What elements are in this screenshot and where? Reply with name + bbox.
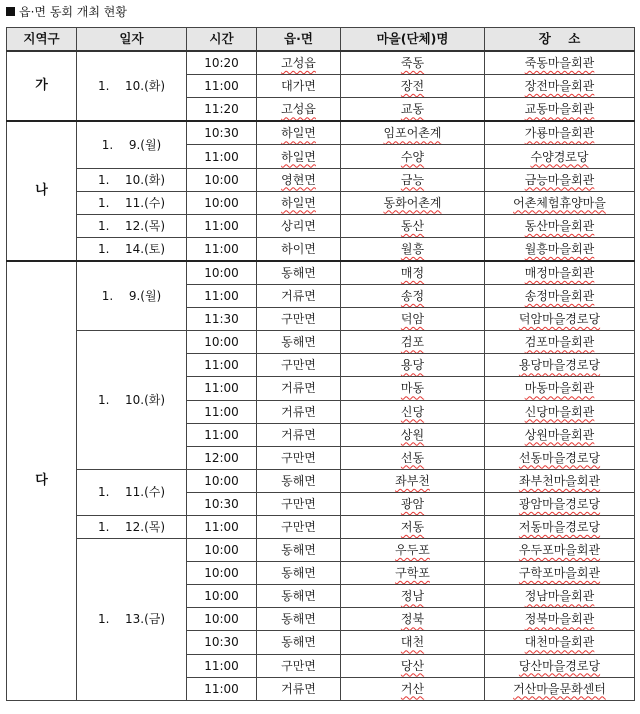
date-cell: 1. 11.(수): [77, 469, 187, 515]
time-cell-text: 11:00: [204, 289, 239, 304]
town-cell-text: 거류면: [281, 404, 316, 419]
village-cell-text: 덕암: [400, 312, 425, 327]
place-cell-text: 거산마을문화센터: [513, 681, 606, 696]
village-cell: [341, 214, 485, 237]
place-cell-text: 동산마을회관: [524, 218, 595, 233]
time-cell: [187, 654, 257, 677]
place-cell-text: 당산마을경로당: [518, 658, 601, 673]
place-cell-text: 좌부천마을회관: [518, 473, 601, 488]
village-cell-text: 검포: [400, 335, 425, 350]
region-cell: 다: [7, 261, 77, 700]
header-time: 시간: [187, 28, 257, 52]
place-cell: [485, 145, 635, 168]
table-row: [7, 237, 635, 261]
table-row: [7, 515, 635, 538]
village-cell-text: 구학포: [395, 566, 430, 581]
meeting-schedule-table: [6, 27, 635, 701]
table-row: [7, 331, 635, 354]
town-cell: [257, 354, 341, 377]
village-cell: [341, 331, 485, 354]
place-cell: [485, 515, 635, 538]
village-cell: [341, 446, 485, 469]
place-cell: [485, 308, 635, 331]
place-cell: [485, 191, 635, 214]
village-cell: [341, 515, 485, 538]
table-row: [7, 121, 635, 145]
time-cell-text: 11:00: [204, 149, 239, 164]
header-town: 읍·면: [257, 28, 341, 52]
time-cell-text: 11:00: [204, 427, 239, 442]
time-cell: [187, 539, 257, 562]
town-cell: [257, 585, 341, 608]
time-cell: [187, 377, 257, 400]
town-cell: [257, 75, 341, 98]
place-cell-text: 마동마을회관: [524, 381, 595, 396]
town-cell-text: 거류면: [281, 427, 316, 442]
town-cell: [257, 469, 341, 492]
place-cell: [485, 121, 635, 145]
town-cell: [257, 214, 341, 237]
village-cell: [341, 237, 485, 261]
time-cell: [187, 308, 257, 331]
time-cell-text: 11:30: [204, 312, 239, 327]
town-cell-text: 상리면: [281, 218, 316, 233]
town-cell-text: 거류면: [281, 681, 316, 696]
time-cell-text: 10:00: [204, 473, 239, 488]
date-cell: 1. 12.(목): [77, 214, 187, 237]
town-cell-text: 구만면: [281, 450, 316, 465]
header-place: 장 소: [485, 28, 635, 52]
town-cell-text: 고성읍: [281, 102, 316, 117]
village-cell: [341, 585, 485, 608]
time-cell-text: 11:00: [204, 658, 239, 673]
village-cell-text: 당산: [400, 658, 425, 673]
date-cell: 1. 11.(수): [77, 191, 187, 214]
place-cell-text: 정남마을회관: [524, 589, 595, 604]
village-cell-text: 정남: [400, 589, 425, 604]
time-cell-text: 11:00: [204, 79, 239, 94]
time-cell-text: 10:30: [204, 496, 239, 511]
village-cell: [341, 631, 485, 654]
village-cell: [341, 75, 485, 98]
town-cell-text: 동해면: [281, 635, 316, 650]
village-cell-text: 상원: [400, 427, 425, 442]
place-cell-text: 정북마을회관: [524, 612, 595, 627]
time-cell: [187, 354, 257, 377]
place-cell-text: 검포마을회관: [524, 335, 595, 350]
time-cell: [187, 400, 257, 423]
page-title: [6, 3, 127, 21]
village-cell-text: 좌부천: [395, 473, 430, 488]
place-cell: [485, 446, 635, 469]
time-cell: [187, 631, 257, 654]
time-cell: [187, 285, 257, 308]
table-row: [7, 469, 635, 492]
village-cell: [341, 145, 485, 168]
town-cell-text: 구만면: [281, 496, 316, 511]
village-cell: [341, 377, 485, 400]
village-cell-text: 수양: [400, 149, 425, 164]
time-cell-text: 11:00: [204, 520, 239, 535]
time-cell: [187, 237, 257, 261]
time-cell: [187, 562, 257, 585]
town-cell: [257, 51, 341, 75]
place-cell: [485, 214, 635, 237]
town-cell-text: 하이면: [281, 241, 316, 256]
town-cell: [257, 446, 341, 469]
time-cell-text: 10:00: [204, 543, 239, 558]
town-cell: [257, 308, 341, 331]
region-cell: 가: [7, 51, 77, 121]
time-cell: [187, 469, 257, 492]
place-cell: [485, 168, 635, 191]
time-cell: [187, 446, 257, 469]
date-cell: 1. 10.(화): [77, 331, 187, 470]
time-cell: [187, 191, 257, 214]
time-cell: [187, 121, 257, 145]
village-cell-text: 장전: [400, 79, 425, 94]
time-cell-text: 12:00: [204, 450, 239, 465]
village-cell: [341, 492, 485, 515]
time-cell-text: 10:30: [204, 126, 239, 141]
place-cell-text: 광암마을경로당: [518, 496, 601, 511]
place-cell: [485, 354, 635, 377]
header-village: 마을(단체)명: [341, 28, 485, 52]
town-cell: [257, 539, 341, 562]
place-cell-text: 교동마을회관: [524, 102, 595, 117]
town-cell-text: 하일면: [281, 149, 316, 164]
place-cell: [485, 377, 635, 400]
town-cell: [257, 191, 341, 214]
town-cell: [257, 145, 341, 168]
town-cell-text: 거류면: [281, 381, 316, 396]
place-cell-text: 장전마을회관: [524, 79, 595, 94]
date-cell: 1. 12.(목): [77, 515, 187, 538]
place-cell: [485, 400, 635, 423]
time-cell: [187, 168, 257, 191]
town-cell-text: 대가면: [281, 79, 316, 94]
place-cell-text: 상원마을회관: [524, 427, 595, 442]
town-cell: [257, 654, 341, 677]
town-cell-text: 구만면: [281, 658, 316, 673]
village-cell: [341, 539, 485, 562]
town-cell-text: 동해면: [281, 566, 316, 581]
town-cell: [257, 285, 341, 308]
time-cell-text: 11:00: [204, 381, 239, 396]
town-cell-text: 구만면: [281, 358, 316, 373]
place-cell: [485, 585, 635, 608]
town-cell-text: 구만면: [281, 312, 316, 327]
village-cell: [341, 423, 485, 446]
village-cell: [341, 308, 485, 331]
town-cell-text: 하일면: [281, 195, 316, 210]
town-cell: [257, 515, 341, 538]
village-cell: [341, 98, 485, 122]
date-cell: 1. 14.(토): [77, 237, 187, 261]
town-cell: [257, 331, 341, 354]
village-cell: [341, 400, 485, 423]
town-cell: [257, 168, 341, 191]
time-cell-text: 10:00: [204, 566, 239, 581]
place-cell: [485, 51, 635, 75]
place-cell: [485, 331, 635, 354]
time-cell: [187, 492, 257, 515]
town-cell: [257, 608, 341, 631]
village-cell: [341, 354, 485, 377]
village-cell-text: 월흥: [400, 241, 425, 256]
village-cell-text: 저동: [400, 520, 425, 535]
town-cell-text: 구만면: [281, 520, 316, 535]
time-cell-text: 10:00: [204, 172, 239, 187]
place-cell: [485, 492, 635, 515]
time-cell-text: 11:00: [204, 241, 239, 256]
place-cell-text: 우두포마을회관: [518, 543, 601, 558]
time-cell-text: 10:20: [204, 56, 239, 71]
date-cell: 1. 9.(월): [77, 261, 187, 331]
date-cell: 1. 9.(월): [77, 121, 187, 168]
table-row: [7, 214, 635, 237]
table-row: [7, 168, 635, 191]
place-cell: [485, 285, 635, 308]
place-cell-text: 송정마을회관: [524, 289, 595, 304]
town-cell-text: 동해면: [281, 473, 316, 488]
time-cell-text: 10:00: [204, 195, 239, 210]
place-cell: [485, 423, 635, 446]
town-cell: [257, 677, 341, 700]
time-cell: [187, 98, 257, 122]
time-cell: [187, 145, 257, 168]
place-cell-text: 월흥마을회관: [524, 241, 595, 256]
village-cell-text: 금능: [400, 172, 425, 187]
village-cell: [341, 121, 485, 145]
time-cell: [187, 423, 257, 446]
place-cell: [485, 237, 635, 261]
time-cell-text: 10:30: [204, 635, 239, 650]
village-cell-text: 거산: [400, 681, 425, 696]
place-cell: [485, 677, 635, 700]
town-cell: [257, 121, 341, 145]
town-cell-text: 고성읍: [281, 56, 316, 71]
time-cell-text: 10:00: [204, 612, 239, 627]
town-cell-text: 동해면: [281, 335, 316, 350]
time-cell: [187, 585, 257, 608]
place-cell-text: 저동마을경로당: [518, 520, 601, 535]
place-cell-text: 가룡마을회관: [524, 126, 595, 141]
place-cell: [485, 608, 635, 631]
village-cell: [341, 51, 485, 75]
town-cell: [257, 423, 341, 446]
time-cell: [187, 75, 257, 98]
time-cell-text: 10:00: [204, 589, 239, 604]
village-cell-text: 광암: [400, 496, 425, 511]
town-cell: [257, 237, 341, 261]
village-cell-text: 동화어촌계: [383, 195, 442, 210]
header-region: 지역구: [7, 28, 77, 52]
town-cell: [257, 98, 341, 122]
village-cell-text: 선동: [400, 450, 425, 465]
time-cell: [187, 331, 257, 354]
place-cell-text: 죽동마을회관: [524, 56, 595, 71]
place-cell-text: 대천마을회관: [524, 635, 595, 650]
time-cell: [187, 261, 257, 285]
village-cell-text: 죽동: [400, 56, 425, 71]
village-cell-text: 동산: [400, 218, 425, 233]
town-cell: [257, 562, 341, 585]
town-cell-text: 거류면: [281, 289, 316, 304]
table-row: [7, 191, 635, 214]
time-cell: [187, 214, 257, 237]
village-cell-text: 임포어촌계: [383, 126, 442, 141]
village-cell-text: 정북: [400, 612, 425, 627]
time-cell-text: 11:00: [204, 404, 239, 419]
village-cell: [341, 677, 485, 700]
place-cell-text: 선동마을경로당: [518, 450, 601, 465]
village-cell: [341, 469, 485, 492]
place-cell-text: 어촌체험휴양마을: [513, 195, 606, 210]
village-cell: [341, 562, 485, 585]
place-cell-text: 용당마을경로당: [518, 358, 601, 373]
village-cell-text: 대천: [400, 635, 425, 650]
village-cell-text: 신당: [400, 404, 425, 419]
place-cell-text: 덕암마을경로당: [518, 312, 601, 327]
town-cell: [257, 377, 341, 400]
title-text: 읍·면 동회 개최 현황: [19, 5, 127, 19]
village-cell-text: 용당: [400, 358, 425, 373]
place-cell: [485, 562, 635, 585]
date-cell: 1. 10.(화): [77, 51, 187, 121]
town-cell: [257, 400, 341, 423]
village-cell-text: 매정: [400, 265, 425, 280]
place-cell: [485, 631, 635, 654]
place-cell: [485, 98, 635, 122]
village-cell: [341, 608, 485, 631]
place-cell: [485, 75, 635, 98]
town-cell: [257, 631, 341, 654]
place-cell-text: 구학포마을회관: [518, 566, 601, 581]
town-cell-text: 동해면: [281, 612, 316, 627]
place-cell-text: 금능마을회관: [524, 172, 595, 187]
black-square-icon: [6, 7, 15, 16]
town-cell: [257, 492, 341, 515]
town-cell: [257, 261, 341, 285]
time-cell-text: 11:00: [204, 218, 239, 233]
time-cell: [187, 51, 257, 75]
place-cell: [485, 654, 635, 677]
table-body: [7, 51, 635, 700]
date-cell: 1. 10.(화): [77, 168, 187, 191]
time-cell: [187, 608, 257, 631]
village-cell: [341, 168, 485, 191]
time-cell-text: 11:00: [204, 681, 239, 696]
place-cell: [485, 539, 635, 562]
village-cell: [341, 654, 485, 677]
town-cell-text: 동해면: [281, 543, 316, 558]
table-row: [7, 261, 635, 285]
place-cell: [485, 469, 635, 492]
time-cell-text: 10:00: [204, 335, 239, 350]
town-cell-text: 동해면: [281, 589, 316, 604]
place-cell-text: 신당마을회관: [524, 404, 595, 419]
time-cell-text: 10:00: [204, 265, 239, 280]
place-cell: [485, 261, 635, 285]
date-cell: 1. 13.(금): [77, 539, 187, 701]
village-cell-text: 우두포: [395, 543, 430, 558]
time-cell-text: 11:20: [204, 102, 239, 117]
time-cell: [187, 677, 257, 700]
village-cell-text: 송정: [400, 289, 425, 304]
town-cell-text: 영현면: [281, 172, 316, 187]
village-cell: [341, 191, 485, 214]
header-date: 일자: [77, 28, 187, 52]
table-row: [7, 51, 635, 75]
place-cell-text: 수양경로당: [530, 149, 589, 164]
time-cell-text: 11:00: [204, 358, 239, 373]
village-cell: [341, 261, 485, 285]
village-cell-text: 마동: [400, 381, 425, 396]
town-cell-text: 동해면: [281, 265, 316, 280]
time-cell: [187, 515, 257, 538]
town-cell-text: 하일면: [281, 126, 316, 141]
region-cell: 나: [7, 121, 77, 261]
village-cell: [341, 285, 485, 308]
table-row: [7, 539, 635, 562]
table-header-row: [7, 28, 635, 52]
village-cell-text: 교동: [400, 102, 425, 117]
place-cell-text: 매정마을회관: [524, 265, 595, 280]
